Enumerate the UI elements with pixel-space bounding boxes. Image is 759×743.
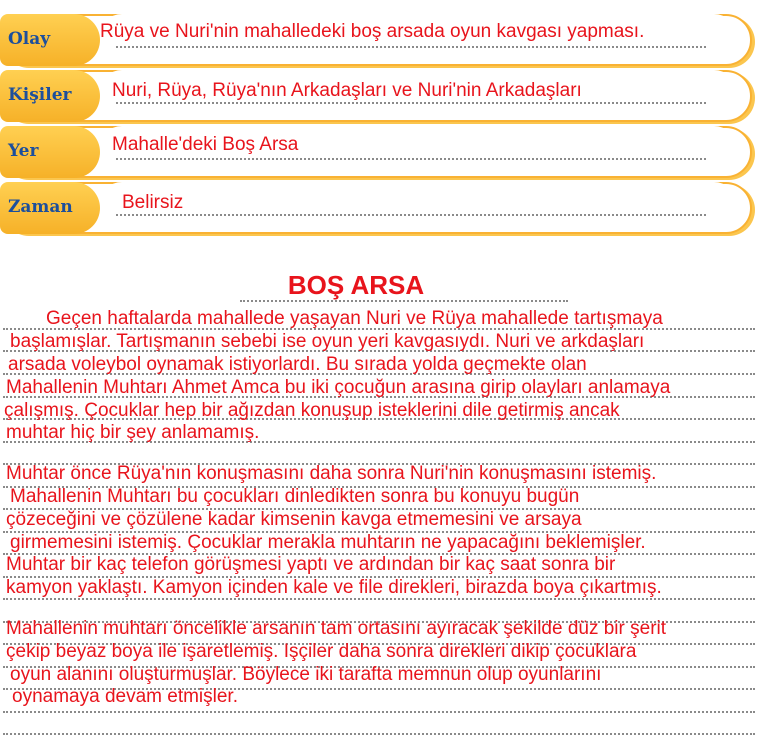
answer-area: [100, 182, 736, 228]
answer-area: [100, 70, 736, 116]
olay-answer: Rüya ve Nuri'nin mahalledeki boş arsada oyun kavgası yapması.: [100, 21, 645, 42]
zaman-answer: Belirsiz: [122, 192, 184, 213]
story-line: Geçen haftalarda mahallede yaşayan Nuri ve Rüya mahallede tartışmaya: [46, 308, 663, 329]
story-line: çözeceğini ve çözülene kadar kimsenin kavga etmemesini ve arsaya: [6, 509, 582, 530]
story-line: kamyon yaklaştı. Kamyon içinden kale ve file direkleri, birazda boya çıkartmış.: [6, 577, 662, 598]
story-line: muhtar hiç bir şey anlamamış.: [6, 422, 260, 443]
answer-area: [100, 14, 736, 60]
yer-label: Yer: [8, 141, 39, 161]
title-underline: [240, 300, 568, 302]
story-line: girmemesini istemiş. Çocuklar merakla muhtarın ne yapacağını beklemişler.: [10, 532, 646, 553]
story-line: oyun alanını oluşturmuşlar. Böylece iki tarafta memnun olup oyunlarını: [10, 664, 602, 685]
kisiler-row: [0, 70, 752, 120]
yer-answer: Mahalle'deki Boş Arsa: [112, 134, 299, 155]
story-line: oynamaya devam etmişler.: [12, 686, 238, 707]
story-line: arsada voleybol oynamak istiyorlardı. Bu sırada yolda geçmekte olan: [8, 354, 587, 375]
zaman-row: [0, 182, 752, 232]
story-line: çalışmış. Çocuklar hep bir ağızdan konuşup isteklerini dile getirmiş ancak: [4, 400, 620, 421]
kisiler-label: Kişiler: [8, 85, 72, 105]
zaman-label: Zaman: [8, 197, 73, 217]
story-line: çekip beyaz boya ile işaretlemiş. Işçiler daha sonra direkleri dikip çocuklara: [6, 641, 637, 662]
story-title: BOŞ ARSA: [287, 270, 425, 300]
story-line: Mahallenin Muhtarı bu çocukları dinledikten sonra bu konuyu bugün: [10, 486, 580, 507]
olay-label: Olay: [8, 29, 51, 49]
answer-area: [100, 126, 736, 172]
story-line: Muhtar bir kaç telefon görüşmesi yaptı ve ardından bir kaç saat sonra bir: [6, 554, 616, 575]
story-line: Muhtar önce Rüya'nın konuşmasını daha sonra Nuri'nin konuşmasını istemiş.: [6, 463, 657, 484]
story-line: başlamışlar. Tartışmanın sebebi ise oyun yeri kavgasıydı. Nuri ve arkdaşları: [10, 331, 645, 352]
kisiler-answer: Nuri, Rüya, Rüya'nın Arkadaşları ve Nuri'nin Arkadaşları: [112, 80, 582, 101]
story-line: Mahallenin Muhtarı Ahmet Amca bu iki çocuğun arasına girip olayları anlamaya: [6, 377, 671, 398]
story-line: Mahallenin muhtarı öncelikle arsanın tam ortasını ayıracak şekilde düz bir şerit: [6, 618, 667, 639]
olay-row: [0, 14, 752, 64]
yer-row: [0, 126, 752, 176]
